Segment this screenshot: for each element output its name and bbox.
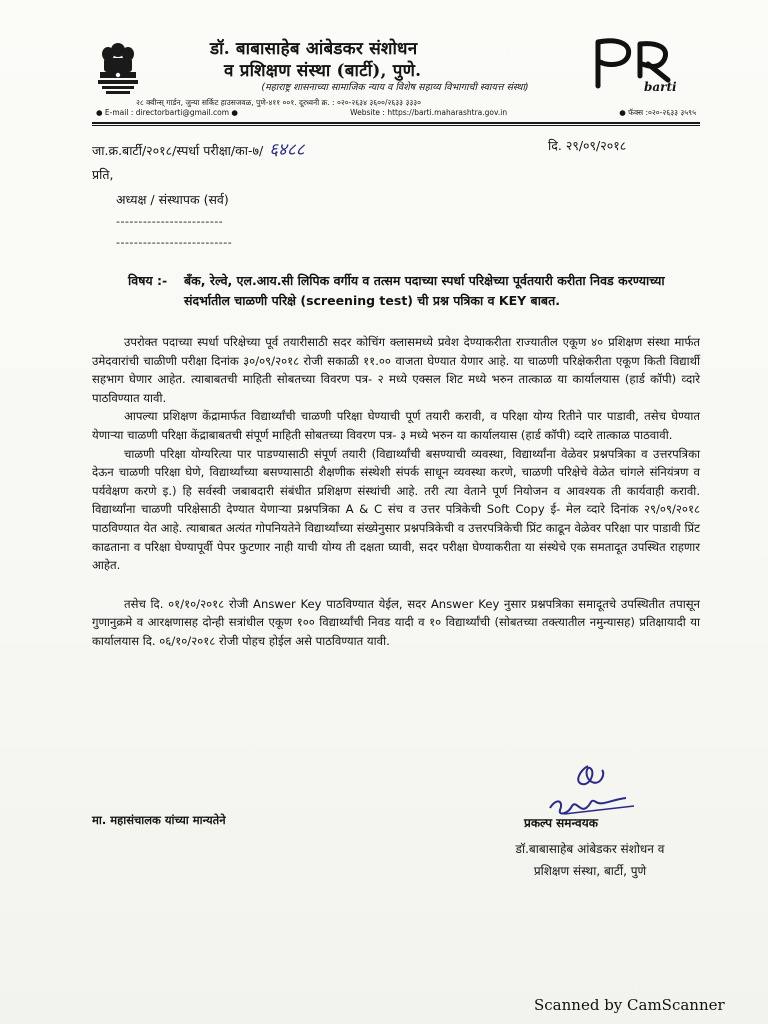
signatory-org-line1: डॉ.बाबासाहेब आंबेडकर संशोधन व [515,842,665,856]
letterhead-title-line2: व प्रशिक्षण संस्था (बार्टी), पुणे. [224,61,422,81]
subject-text: बँक, रेल्वे, एल.आय.सी लिपिक वर्गीय व तत्सम पदाच्या स्पर्धा परिक्षेच्या पूर्वतयारी करीता निवड करण्याच्या संदर्भातील चाळणी परिक्षे (screening test) ची प्रश्न पत्रिका व KEY बाबत. [184,273,665,308]
blank-line-2: -------------------------- [116,236,233,249]
website-text: Website : https://barti.maharashtra.gov.in [350,108,508,117]
contact-line [96,108,696,118]
barti-logo-icon [588,36,688,100]
letter-body [92,333,700,651]
body-paragraph-3: चाळणी परिक्षा योग्यरित्या पार पाडण्यासाठी संपूर्ण तयारी (विद्यार्थ्यांची बसण्याची व्यवस्था, विद्यार्थ्यांना वेळेवर प्रश्नपत्रिका व उत्तरपत्रिका देऊन चाळणी परिक्षा घेणे, विद्यार्थ्यांच्या बसण्यासाठी शैक्षणीक संस्थेशी संपर्क साधून व्यवस्था करणे, चाळणी परिक्षेचे वेळेत चांगले संनियंत्रण व पर्यवेक्षण करणे इ.) हि सर्वस्वी जबाबदारी संबंधीत प्रशिक्षण संस्थांची आहे. तरी त्या वेतानेे पूर्ण नियोजन व आवश्यक ती कार्यवाही करावी. विद्यार्थ्यांना चाळणी परिक्षेसाठी देण्यात येणाऱ्या प्रश्नपत्रिका A & C संच व उत्तर पत्रिकेची Soft Copy ई- मेल व्दारे दिनांक २९/०९/२०१८ पाठविण्यात येत आहे. त्याबाबत अत्यंत गोपनियतेने विद्यार्थ्यांच्या संख्येनुसार प्रश्नपत्रिकेची व उत्तरपत्रिकेची प्रिंट काढून वेळेवर परिक्षा पार पाडावी प्रिंट काढताना व परिक्षा घेण्यापूर्वी पेपर फुटणार नाही याची योग्य ती दक्षता घ्यावी, सदर परीक्षा घेण्याकरीता या संस्थेचे एक समतादूत उपस्थित राहणार आहेत. [92,446,700,573]
logo-text: barti [644,80,677,94]
letterhead-divider [92,122,700,124]
signatory-organization [480,838,700,882]
letter-date: दि. २९/०९/२०१८ [548,138,627,153]
subject [128,271,688,311]
email-text: ● E-mail : directorbarti@gmail.com ● [96,108,238,117]
handwritten-number: ६४८८ [269,140,305,160]
reference-text: जा.क्र.बार्टी/२०१८/स्पर्धा परीक्षा/का-७/ [92,143,264,158]
body-paragraph-4: तसेच दि. ०१/१०/२०१८ रोजी Answer Key पाठविण्यात येईल, सदर Answer Key नुसार प्रश्नपत्रिका समादूतचे उपस्थितीत तपासून गुणानुक्रमे व आरक्षणासह दोन्ही सत्रांधील एकूण १०० विद्यार्थ्यांची निवड यादी व १० विद्यार्थ्यांची (सोबतच्या तक्त्यातील नमुन्यासह) प्रतिक्षायादी या कार्यालयास दि. ०६/१०/२०१८ रोजी पोहच होईल असे पाठविण्यात यावी. [92,596,700,648]
letterhead-address [96,98,696,118]
fax-text: ● फॅक्स :०२०-२६३३ ३५९५ [619,108,696,117]
address-line: २८ क्वीन्स् गार्डन, जुन्या सर्किट हाउसजवळ, पुणे-४११ ००१. दूरध्वनी क्र. : ०२०-२६३४ ३६००/२६३३ ३३३० [136,98,422,107]
recipient: अध्यक्ष / संस्थापक (सर्व) [116,192,229,207]
to-label: प्रति, [92,167,114,182]
approval-note: मा. महासंचालक यांच्या मान्यतेने [92,813,226,827]
blank-line-1: ------------------------ [116,215,224,228]
subject-label: विषय :- [128,273,168,288]
letterhead-title [210,38,630,82]
signatory-org-line2: प्रशिक्षण संस्था, बार्टी, पुणे [533,864,647,878]
signatory-title: प्रकल्प समन्वयक [524,816,598,830]
reference-number [92,137,305,160]
letterhead-title-line1: डॉ. बाबासाहेब आंबेडकर संशोधन [210,39,418,59]
signature-block [470,760,700,900]
body-paragraph-2: आपल्या प्रशिक्षण केंद्रामार्फत विद्यार्थ्यांची चाळणी परिक्षा घेण्याची पूर्ण तयारी करावी, व परिक्षा योग्य रितीने पार पाडावी, तसेच घेण्यात येणाऱ्या चाळणी परिक्षा केंद्राबाबतची संपूर्ण माहिती सोबतच्या विवरण पत्र- ३ मध्ये भरुन या कार्यालयास (हार्ड कॉपी) व्दारे तात्काळ पाठवावी. [92,409,700,442]
body-paragraph-1: उपरोक्त पदाच्या स्पर्धा परिक्षेच्या पूर्व तयारीसाठी सदर कोचिंग क्लासमध्ये प्रवेश देण्याकरीता राज्यातील एकूण ४० प्रशिक्षण संस्था मार्फत उमेदवारांची चाळीणी परीक्षा दिनांक ३०/०९/२०१८ रोजी सकाळी ११.०० वाजता घेण्यात येणार आहे. या चाळणी परिक्षेकरीता एकूण किती विद्यार्थी सहभाग घेणार आहेत. त्याबाबतची माहिती सोबतच्या विवरण पत्र- २ मध्ये एक्सल शिट मध्ये भरुन तात्काळ या कार्यालयास (हार्ड कॉपी) व्दारे पाठविण्यात यावी. [92,335,700,405]
letterhead-divider-thin [92,125,700,126]
scanner-footer: Scanned by CamScanner [534,996,725,1014]
letterhead-subtitle: (महाराष्ट्र शासनाच्या सामाजिक न्याय व विशेष सहाय्य विभागाची स्वायत्त संस्था) [261,82,529,93]
state-emblem-icon [92,40,144,98]
